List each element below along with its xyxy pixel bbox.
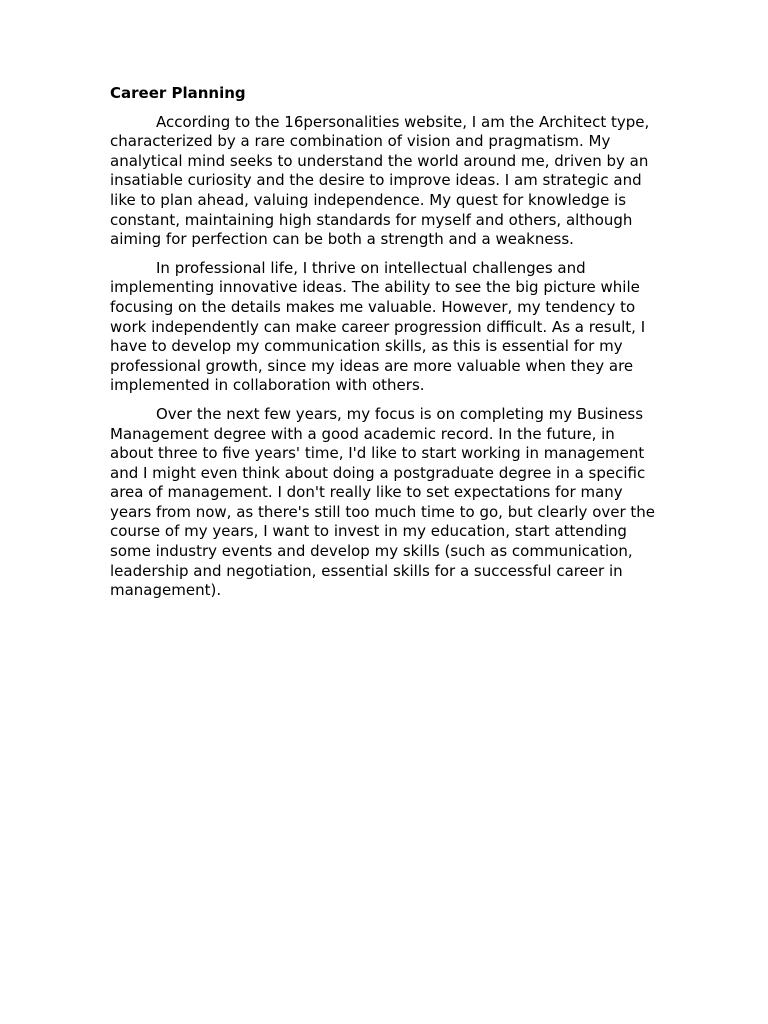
- paragraph-1: According to the 16personalities website, I am the Architect type, characterized by a rare combination of vision and pragmatism. My analytical mind seeks to understand the world around me, driven by an insatiable curiosity and the desire to improve ideas. I am strategic and like to plan ahead, valuing independence. My quest for knowledge is constant, maintaining high standards for myself and others, although aiming for perfection can be both a strength and a weakness.: [110, 112, 650, 249]
- paragraph-3: Over the next few years, my focus is on completing my Business Management degree with a good academic record. In the future, in about three to five years' time, I'd like to start working in management and I might even think about doing a postgraduate degree in a specific area of management. I don't really like to set expectations for many years from now, as there's still too much time to go, but clearly over the course of my years, I want to invest in my education, start attending some industry events and develop my skills (such as communication, leadership and negotiation, essential skills for a successful career in management).: [110, 404, 656, 600]
- document-body: [110, 84, 660, 610]
- paragraph-2: In professional life, I thrive on intellectual challenges and implementing innovative ideas. The ability to see the big picture while focusing on the details makes me valuable. However, my tendency to work independently can make career progression difficult. As a result, I have to develop my communication skills, as this is essential for my professional growth, since my ideas are more valuable when they are implemented in collaboration with others.: [110, 258, 646, 395]
- document-title: Career Planning: [110, 84, 246, 102]
